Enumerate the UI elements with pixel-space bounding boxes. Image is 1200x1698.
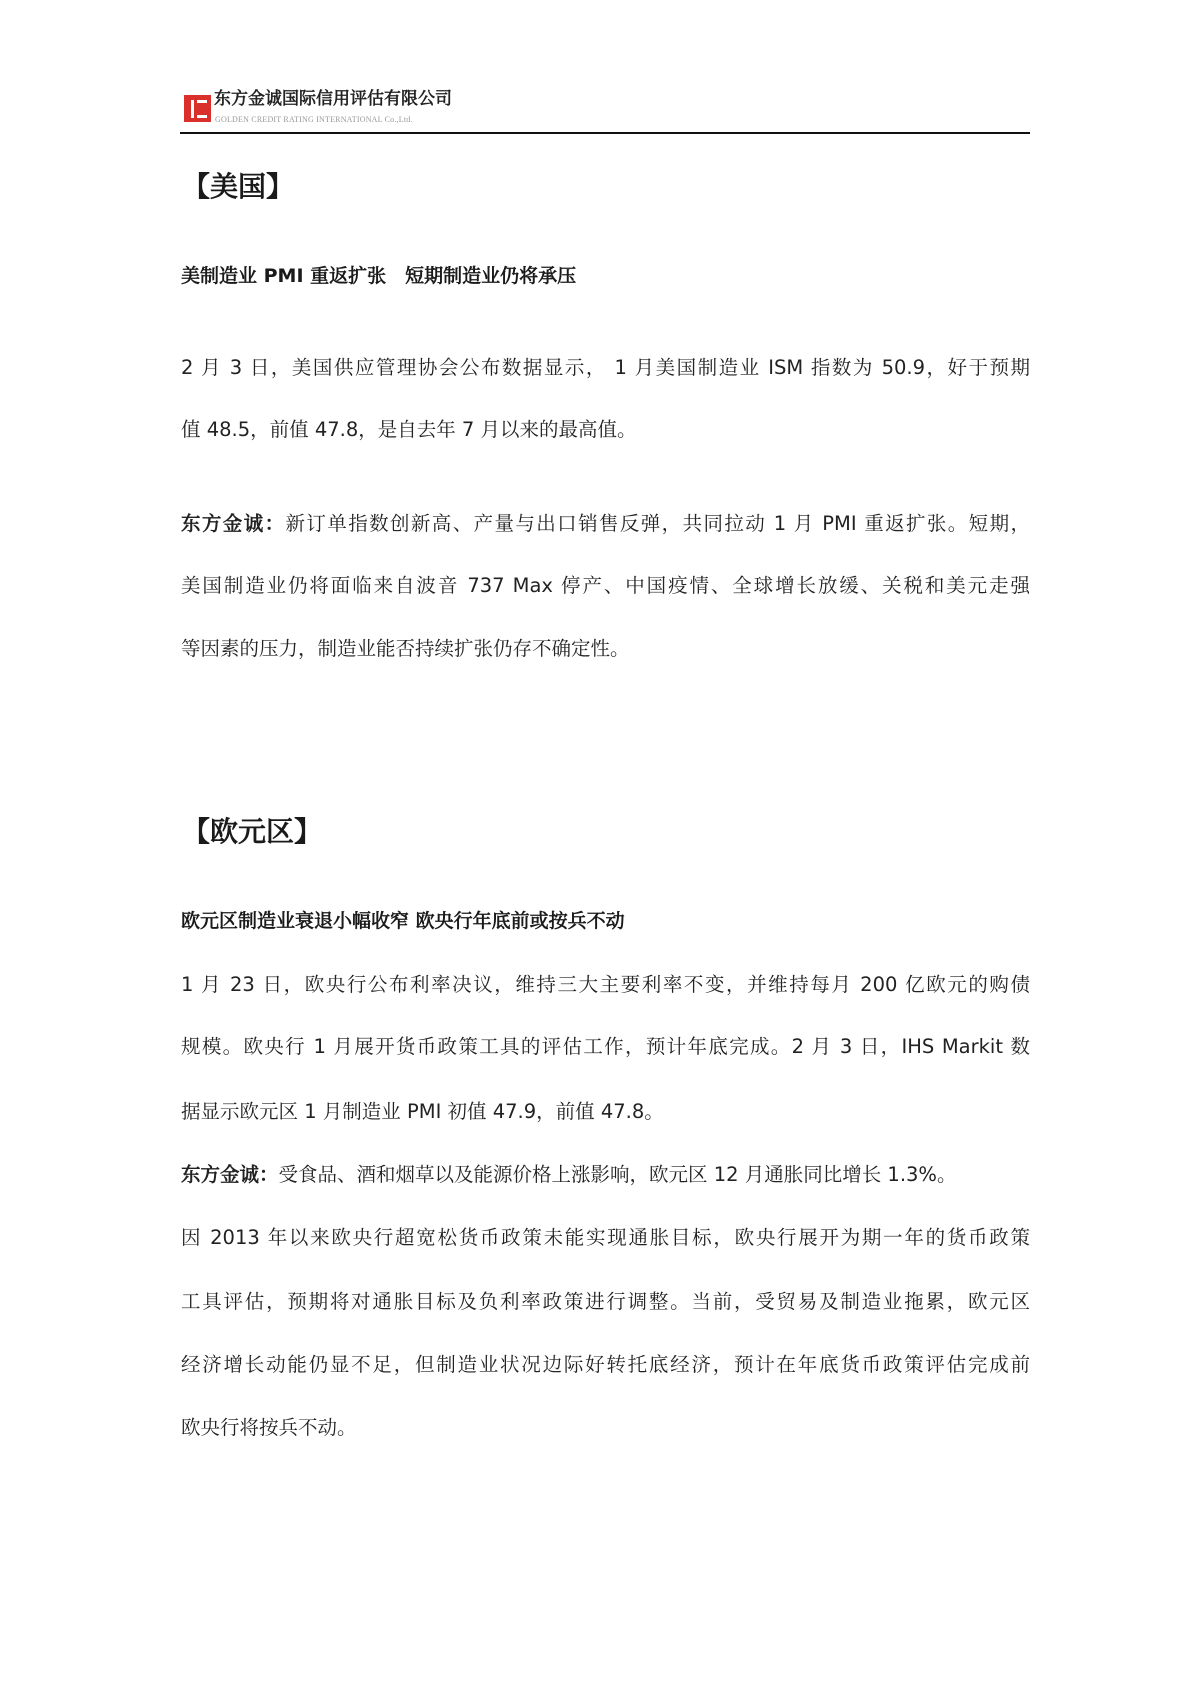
comment-text: 新订单指数创新高、产量与出口销售反弹，共同拉动 1 月 PMI 重返扩张。短期，	[285, 512, 1030, 535]
paragraph-line	[181, 507, 1030, 541]
paragraph-line: 2 月 3 日，美国供应管理协会公布数据显示， 1 月美国制造业 ISM 指数为 50.9，好于预期	[181, 356, 1030, 379]
subhead-us: 美制造业 PMI 重返扩张 短期制造业仍将承压	[181, 265, 577, 287]
company-name-cn: 东方金诚国际信用评估有限公司	[214, 89, 452, 109]
comment-text: 受食品、酒和烟草以及能源价格上涨影响，欧元区 12 月通胀同比增长 1.3%。	[278, 1163, 957, 1186]
paragraph-line: 1 月 23 日，欧央行公布利率决议，维持三大主要利率不变，并维持每月 200 亿欧元的购债	[181, 973, 1030, 996]
section-title-eurozone: 【欧元区】	[182, 815, 323, 848]
paragraph-line: 工具评估，预期将对通胀目标及负利率政策进行调整。当前，受贸易及制造业拖累，欧元区	[181, 1290, 1030, 1313]
company-name-en: GOLDEN CREDIT RATING INTERNATIONAL Co.,Ltd.	[215, 115, 413, 124]
company-logo-icon	[184, 95, 211, 122]
subhead-eurozone: 欧元区制造业衰退小幅收窄 欧央行年底前或按兵不动	[181, 910, 625, 932]
paragraph-line: 据显示欧元区 1 月制造业 PMI 初值 47.9，前值 47.8。	[181, 1100, 664, 1123]
header-divider	[180, 132, 1030, 134]
paragraph-line: 规模。欧央行 1 月展开货币政策工具的评估工作，预计年底完成。2 月 3 日，IHS Markit 数	[181, 1035, 1030, 1058]
paragraph-line: 等因素的压力，制造业能否持续扩张仍存不确定性。	[181, 637, 630, 660]
paragraph-line: 因 2013 年以来欧央行超宽松货币政策未能实现通胀目标，欧央行展开为期一年的货币政策	[181, 1226, 1030, 1249]
section-title-us: 【美国】	[182, 170, 295, 203]
comment-lead: 东方金诚：	[181, 1163, 279, 1186]
paragraph-line	[181, 1158, 1030, 1192]
comment-lead: 东方金诚：	[181, 512, 286, 535]
paragraph-line: 经济增长动能仍显不足，但制造业状况边际好转托底经济，预计在年底货币政策评估完成前	[181, 1353, 1030, 1376]
paragraph-line: 欧央行将按兵不动。	[181, 1416, 357, 1439]
paragraph-line: 美国制造业仍将面临来自波音 737 Max 停产、中国疫情、全球增长放缓、关税和美元走强	[181, 574, 1030, 597]
paragraph-line: 值 48.5，前值 47.8，是自去年 7 月以来的最高值。	[181, 418, 637, 441]
